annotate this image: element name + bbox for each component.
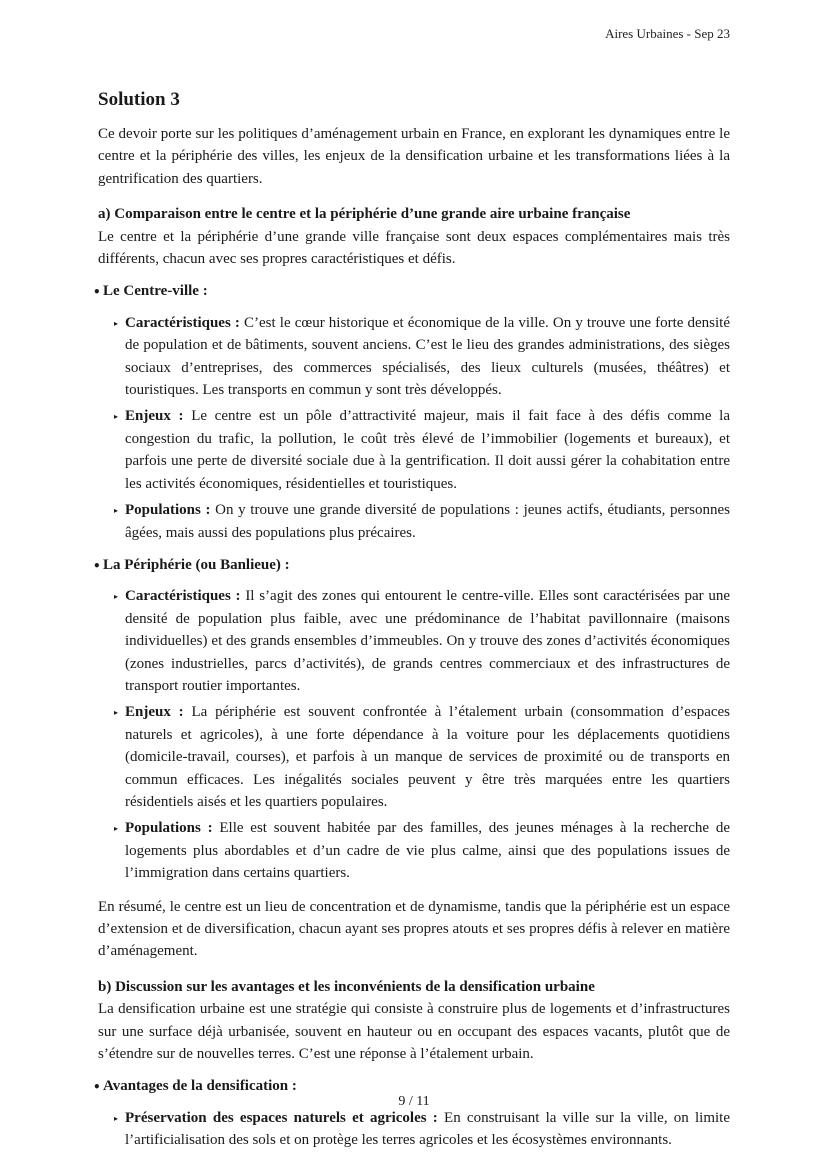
page-number: 9 / 11 (398, 1094, 430, 1109)
list-subitem (98, 701, 730, 813)
list-subitem (98, 405, 730, 495)
list-subitem (98, 585, 730, 697)
sub-bullet-icon: ▸ (114, 1113, 119, 1123)
bullet-icon: • (93, 558, 101, 573)
subitem-text: En construisant la ville sur la ville, on limite l’artificialisation des sols et on protège les terres agricoles et les écosystèmes environnants. (125, 1109, 731, 1149)
sub-bullet-icon: ▸ (114, 412, 119, 422)
subitem-label: Populations : (125, 820, 213, 837)
subitem-label: Populations : (125, 502, 211, 519)
sub-bullet-icon: ▸ (114, 824, 119, 834)
intro-paragraph: Ce devoir porte sur les politiques d’aménagement urbain en France, en explorant les dynamiques entre le centre et la périphérie des villes, les enjeux de la densification urbaine et les transformations liées à la gentrification des quartiers. (98, 126, 730, 187)
subitem-label: Caractéristiques : (125, 588, 241, 605)
list-item-centre-ville (93, 280, 730, 302)
bullet-icon: • (93, 285, 101, 300)
sub-bullet-icon: ▸ (114, 592, 119, 602)
item-title: Avantages de la densification : (103, 1078, 297, 1095)
subitem-text: C’est le cœur historique et économique de la ville. On y trouve une forte densité de population et de bâtiments, souvent anciens. C’est le lieu des grandes administrations, des sièges sociaux d’entreprises, des commerces spécialisés, des lieux culturels (musées, théâtres) et touristiques. Les transports en commun y sont très développés. (125, 314, 731, 399)
subitem-text: La périphérie est souvent confrontée à l’étalement urbain (consommation d’espaces naturels et agricoles), à une forte dépendance à la voiture pour les déplacements quotidiens (domicile-travail, courses), et parfois à un manque de services de proximité ou de transports en commun efficaces. Les inégalités sociales peuvent y être très marquées entre les quartiers résidentiels aisés et les quartiers populaires. (125, 704, 731, 810)
subitem-text: Il s’agit des zones qui entourent le centre-ville. Elles sont caractérisées par une densité de population plus faible, avec une prédominance de l’habitat pavillonnaire (maisons individuelles) et des grands ensembles d’immeubles. On y trouve des zones d’activités économiques (zones industrielles, parcs d’activités), de grands centres commerciaux et des infrastructures de transport routier importantes. (125, 588, 730, 694)
list-subitem (98, 499, 730, 544)
page-title: Solution 3 (98, 89, 180, 110)
section-a-intro: Le centre et la périphérie d’une grande ville française sont deux espaces complémentaires mais très différents, chacun avec ses propres caractéristiques et défis. (98, 228, 730, 268)
document-header: Aires Urbaines - Sep 23 (605, 26, 730, 41)
subitem-text: Elle est souvent habitée par des familles, des jeunes ménages à la recherche de logements plus abordables et d’un cadre de vie plus calme, ainsi que des populations issues de l’immigration dans certains quartiers. (125, 820, 731, 882)
subitem-label: Enjeux : (125, 408, 184, 425)
subitem-label: Caractéristiques : (125, 314, 240, 331)
subitem-label: Enjeux : (125, 704, 184, 721)
bullet-icon: • (93, 1080, 101, 1095)
list-subitem (98, 817, 730, 884)
item-title: Le Centre-ville : (103, 283, 208, 300)
list-item-peripherie (93, 554, 730, 576)
subitem-text: Le centre est un pôle d’attractivité majeur, mais il fait face à des défis comme la congestion du trafic, la pollution, le coût très élevé de l’immobilier (logements et bureaux), et parfois une perte de diversité sociale due à la gentrification. Il doit aussi gérer la cohabitation entre les activités économiques, résidentielles et touristiques. (125, 408, 730, 492)
sub-bullet-icon: ▸ (114, 708, 119, 718)
item-title: La Périphérie (ou Banlieue) : (103, 556, 290, 573)
subitem-label: Préservation des espaces naturels et agricoles : (125, 1109, 438, 1126)
section-b-intro: La densification urbaine est une stratégie qui consiste à construire plus de logements et d’infrastructures sur une surface déjà urbanisée, souvent en hauteur ou en occupant des espaces vacants, plutôt que de s’étendre sur de nouvelles terres. C’est une réponse à l’étalement urbain. (98, 1001, 730, 1063)
list-subitem (98, 312, 730, 402)
list-subitem (98, 1107, 730, 1152)
section-b-heading: b) Discussion sur les avantages et les inconvénients de la densification urbaine (98, 978, 595, 995)
summary-paragraph: En résumé, le centre est un lieu de concentration et de dynamisme, tandis que la périphérie est un espace d’extension et de diversification, chacun ayant ses propres atouts et ses propres défis à relever en matière d’aménagement. (98, 898, 730, 960)
sub-bullet-icon: ▸ (114, 318, 119, 328)
subitem-text: On y trouve une grande diversité de populations : jeunes actifs, étudiants, personnes âgées, mais aussi des populations plus précaires. (125, 502, 731, 541)
sub-bullet-icon: ▸ (114, 506, 119, 516)
section-a-heading: a) Comparaison entre le centre et la périphérie d’une grande aire urbaine française (98, 206, 631, 223)
